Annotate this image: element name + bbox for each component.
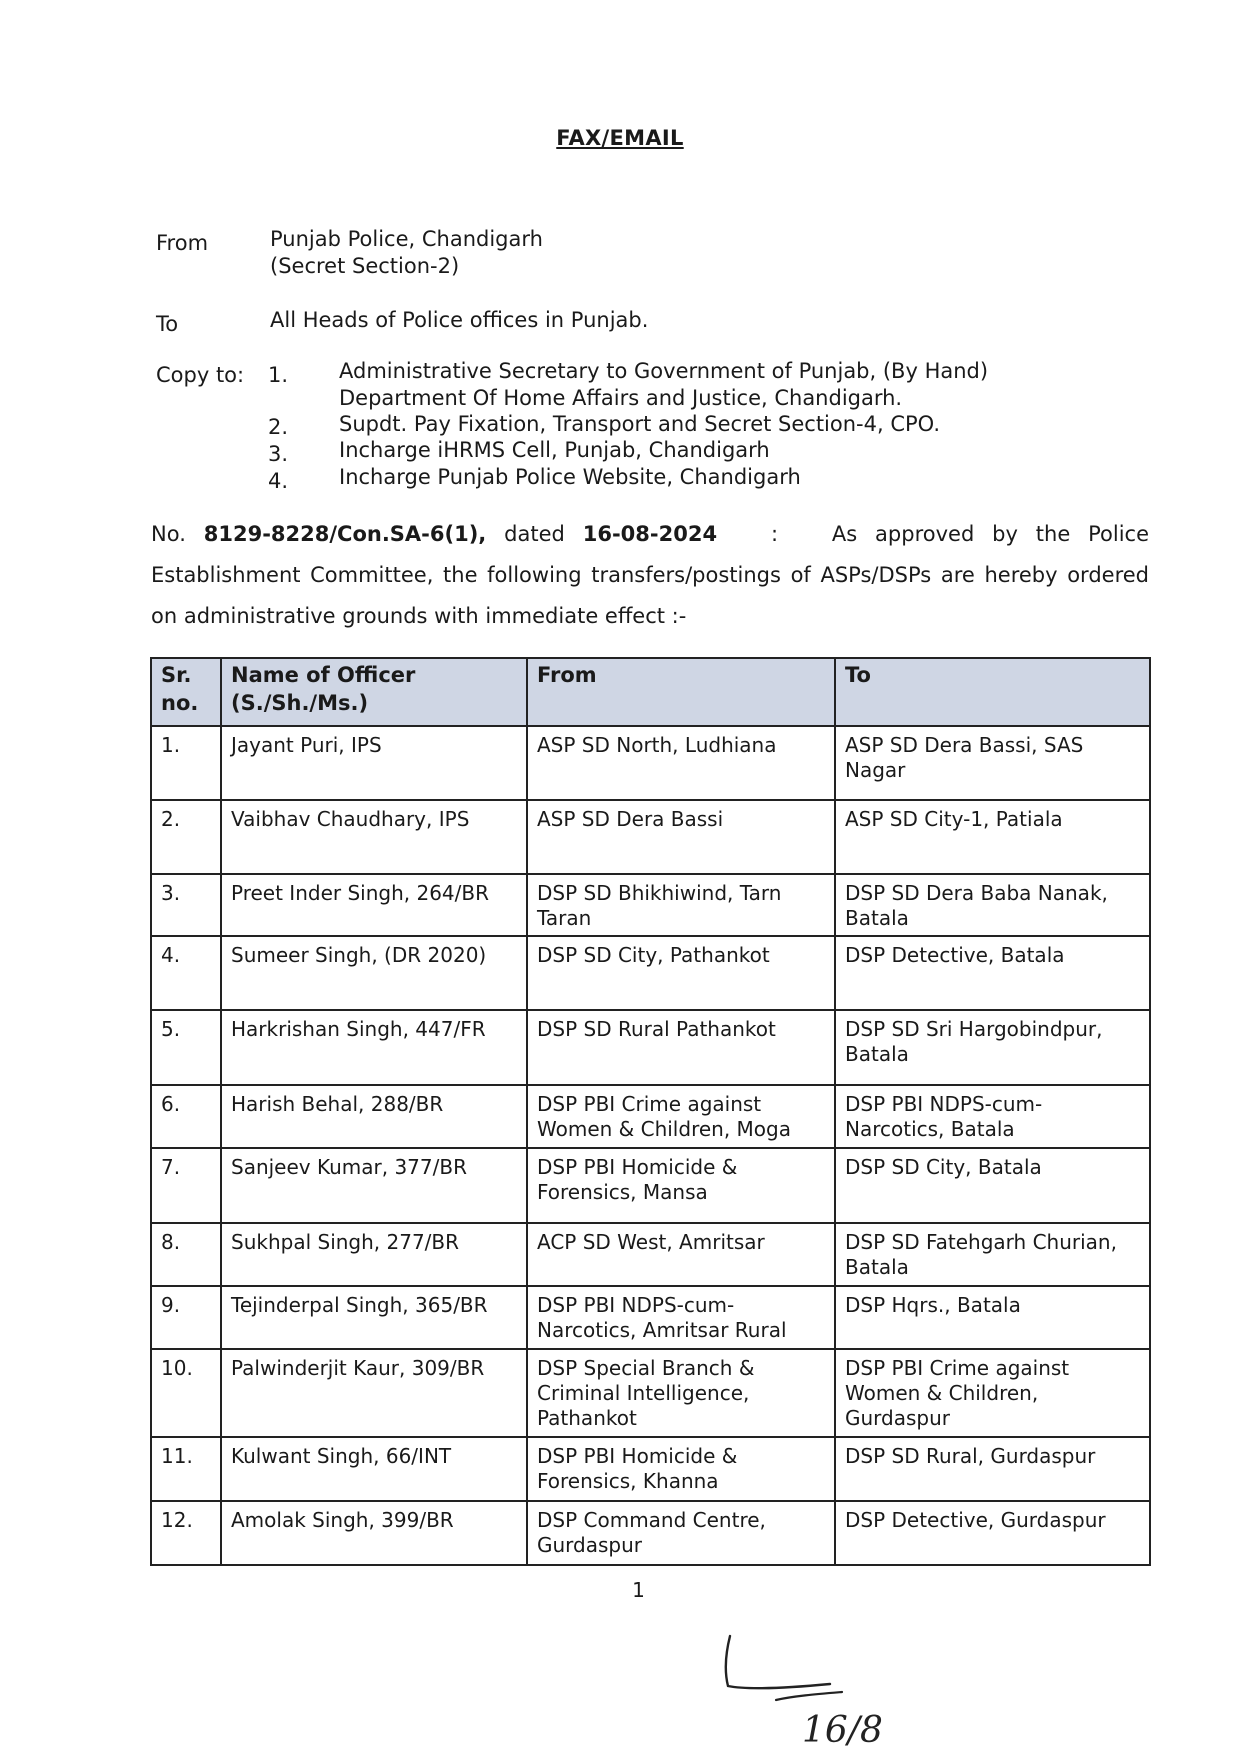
cell-from: ACP SD West, Amritsar — [527, 1223, 835, 1286]
cell-to: ASP SD Dera Bassi, SAS Nagar — [835, 726, 1150, 800]
cell-sr: 9. — [151, 1286, 221, 1349]
cell-sr: 3. — [151, 874, 221, 936]
cell-name: Harkrishan Singh, 447/FR — [221, 1010, 527, 1085]
cell-from: DSP PBI Homicide & Forensics, Khanna — [527, 1437, 835, 1501]
copy-to-item-text-line-2: Department Of Home Affairs and Justice, Chandigarh. — [339, 386, 903, 410]
table-row — [151, 1349, 1150, 1437]
copy-to-item-number: 4. — [268, 469, 289, 493]
table-row — [151, 800, 1150, 874]
page-number: 1 — [632, 1578, 645, 1602]
cell-from: DSP PBI Crime against Women & Children, Moga — [527, 1085, 835, 1148]
cell-name: Palwinderjit Kaur, 309/BR — [221, 1349, 527, 1437]
order-no-prefix: No. — [151, 522, 186, 546]
handwritten-date: 16/8 — [802, 1710, 883, 1751]
cell-from: DSP SD Bhikhiwind, Tarn Taran — [527, 874, 835, 936]
table-row — [151, 1501, 1150, 1565]
cell-name: Vaibhav Chaudhary, IPS — [221, 800, 527, 874]
header-to: To — [835, 658, 1150, 726]
from-line-1: Punjab Police, Chandigarh — [270, 227, 543, 251]
cell-from: DSP PBI NDPS-cum-Narcotics, Amritsar Rural — [527, 1286, 835, 1349]
cell-sr: 12. — [151, 1501, 221, 1565]
cell-from: ASP SD North, Ludhiana — [527, 726, 835, 800]
copy-to-item-number: 1. — [268, 363, 289, 387]
cell-sr: 10. — [151, 1349, 221, 1437]
cell-name: Harish Behal, 288/BR — [221, 1085, 527, 1148]
cell-sr: 7. — [151, 1148, 221, 1223]
cell-from: DSP SD City, Pathankot — [527, 936, 835, 1010]
cell-to: DSP SD Rural, Gurdaspur — [835, 1437, 1150, 1501]
table-row — [151, 1085, 1150, 1148]
cell-from: DSP Special Branch & Criminal Intelligence, Pathankot — [527, 1349, 835, 1437]
cell-to: DSP SD Dera Baba Nanak, Batala — [835, 874, 1150, 936]
table-header-row — [151, 658, 1150, 726]
header-name-of-officer: Name of Officer (S./Sh./Ms.) — [221, 658, 527, 726]
from-label: From — [156, 231, 209, 255]
cell-from: ASP SD Dera Bassi — [527, 800, 835, 874]
postings-table — [150, 657, 1151, 1566]
cell-sr: 11. — [151, 1437, 221, 1501]
copy-to-label: Copy to: — [156, 363, 245, 387]
table-row — [151, 936, 1150, 1010]
order-date: 16-08-2024 — [582, 522, 718, 546]
cell-to: DSP PBI Crime against Women & Children, Gurdaspur — [835, 1349, 1150, 1437]
order-paragraph — [151, 514, 1149, 637]
cell-to: DSP Detective, Gurdaspur — [835, 1501, 1150, 1565]
cell-name: Jayant Puri, IPS — [221, 726, 527, 800]
cell-from: DSP Command Centre, Gurdaspur — [527, 1501, 835, 1565]
cell-sr: 5. — [151, 1010, 221, 1085]
table-row — [151, 1223, 1150, 1286]
handwritten-signature — [718, 1630, 858, 1710]
cell-name: Sukhpal Singh, 277/BR — [221, 1223, 527, 1286]
cell-name: Sumeer Singh, (DR 2020) — [221, 936, 527, 1010]
table-row — [151, 726, 1150, 800]
order-text: As approved by the Police Establishment Committee, the following transfers/postings of ASPs/DSPs are hereby ordered on administrative grounds with immediate effect :- — [151, 522, 1149, 628]
header-sr-no: Sr. no. — [151, 658, 221, 726]
cell-sr: 6. — [151, 1085, 221, 1148]
cell-sr: 8. — [151, 1223, 221, 1286]
copy-to-item-text: Incharge Punjab Police Website, Chandigarh — [339, 465, 801, 489]
cell-sr: 4. — [151, 936, 221, 1010]
to-label: To — [156, 312, 179, 336]
table-row — [151, 874, 1150, 936]
cell-sr: 1. — [151, 726, 221, 800]
table-row — [151, 1148, 1150, 1223]
cell-name: Amolak Singh, 399/BR — [221, 1501, 527, 1565]
from-line-2: (Secret Section-2) — [270, 254, 460, 278]
cell-from: DSP SD Rural Pathankot — [527, 1010, 835, 1085]
cell-to: DSP SD Fatehgarh Churian, Batala — [835, 1223, 1150, 1286]
table-row — [151, 1286, 1150, 1349]
table-row — [151, 1010, 1150, 1085]
cell-to: DSP PBI NDPS-cum-Narcotics, Batala — [835, 1085, 1150, 1148]
order-colon: : — [770, 522, 779, 546]
cell-to: DSP SD Sri Hargobindpur, Batala — [835, 1010, 1150, 1085]
header-from: From — [527, 658, 835, 726]
cell-sr: 2. — [151, 800, 221, 874]
cell-name: Tejinderpal Singh, 365/BR — [221, 1286, 527, 1349]
cell-to: ASP SD City-1, Patiala — [835, 800, 1150, 874]
cell-to: DSP SD City, Batala — [835, 1148, 1150, 1223]
cell-from: DSP PBI Homicide & Forensics, Mansa — [527, 1148, 835, 1223]
table-row — [151, 1437, 1150, 1501]
copy-to-item-number: 2. — [268, 415, 289, 439]
to-value: All Heads of Police offices in Punjab. — [270, 308, 649, 332]
order-dated-label: dated — [504, 522, 565, 546]
document-title: FAX/EMAIL — [556, 126, 684, 150]
copy-to-item-text: Supdt. Pay Fixation, Transport and Secret Section-4, CPO. — [339, 412, 941, 436]
cell-name: Kulwant Singh, 66/INT — [221, 1437, 527, 1501]
cell-to: DSP Hqrs., Batala — [835, 1286, 1150, 1349]
cell-name: Preet Inder Singh, 264/BR — [221, 874, 527, 936]
cell-name: Sanjeev Kumar, 377/BR — [221, 1148, 527, 1223]
copy-to-item-number: 3. — [268, 442, 289, 466]
copy-to-item-text: Administrative Secretary to Government of Punjab, (By Hand) — [339, 359, 989, 383]
cell-to: DSP Detective, Batala — [835, 936, 1150, 1010]
order-number: 8129-8228/Con.SA-6(1), — [203, 522, 487, 546]
copy-to-item-text: Incharge iHRMS Cell, Punjab, Chandigarh — [339, 438, 770, 462]
